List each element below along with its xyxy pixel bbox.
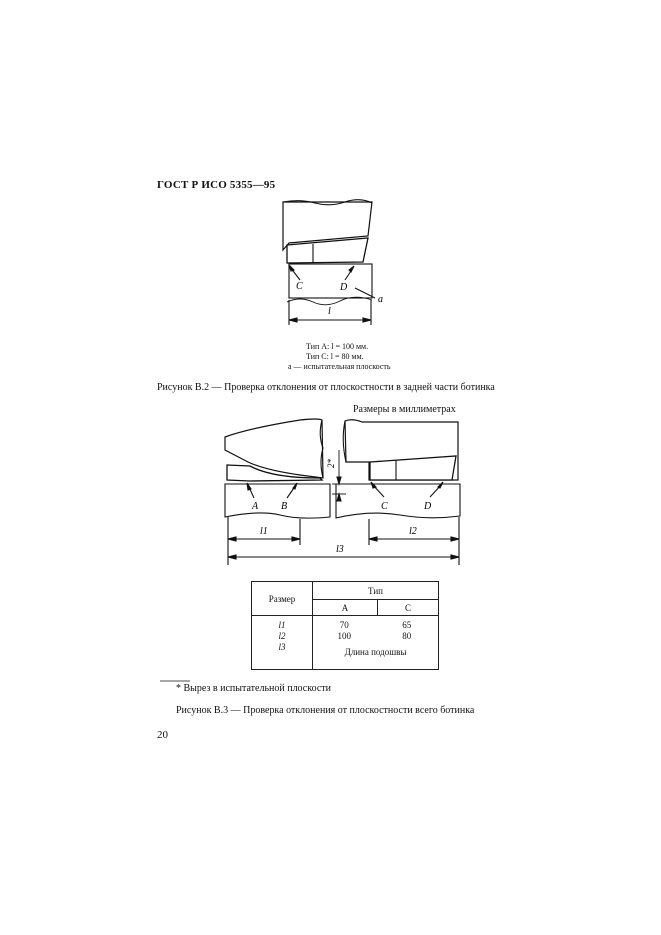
label-c-b3: C [381, 501, 388, 512]
table-value-c-l1: 65 [402, 620, 412, 630]
table-sole-length: Длина подошвы [344, 647, 407, 657]
table-value-a-l1: 70 [339, 620, 349, 630]
page-header: ГОСТ Р ИСО 5355—95 [157, 179, 276, 191]
caption-b2: Рисунок B.2 — Проверка отклонения от плоскостности в задней части ботинка [157, 382, 495, 393]
units-note: Размеры в миллиметрах [353, 404, 456, 415]
table-col-a: A [313, 600, 378, 616]
page-number: 20 [157, 729, 168, 741]
label-l-b2: l [328, 306, 331, 317]
table-size-l2: l2 [278, 631, 286, 641]
footnote: * Вырез в испытательной плоскости [176, 683, 332, 694]
label-a-b3: A [252, 501, 259, 512]
label-d-b2: D [340, 282, 348, 293]
table-size-l3: l3 [278, 642, 286, 652]
label-c-b2: C [296, 281, 303, 292]
table-col-c: C [377, 600, 438, 616]
table-head-size: Размер [252, 582, 313, 616]
note-test-plane: a — испытательная плоскость [288, 362, 391, 371]
label-b-b3: B [281, 501, 288, 512]
label-gap: 2* [326, 459, 336, 468]
note-type-c: Тип C: l = 80 мм. [306, 352, 364, 361]
label-l2: l2 [409, 526, 417, 537]
label-l3: l3 [336, 544, 344, 555]
table-head-type: Тип [313, 582, 439, 600]
label-d-b3: D [424, 501, 432, 512]
note-type-a: Тип A: l = 100 мм. [306, 342, 369, 351]
table-size-l1: l1 [278, 620, 286, 630]
label-a-b2: a [378, 294, 383, 305]
table-value-c-l2: 80 [402, 631, 412, 641]
table-value-a-l2: 100 [337, 631, 351, 641]
label-l1: l1 [260, 526, 268, 537]
caption-b3: Рисунок B.3 — Проверка отклонения от плоскостности всего ботинка [176, 705, 475, 716]
